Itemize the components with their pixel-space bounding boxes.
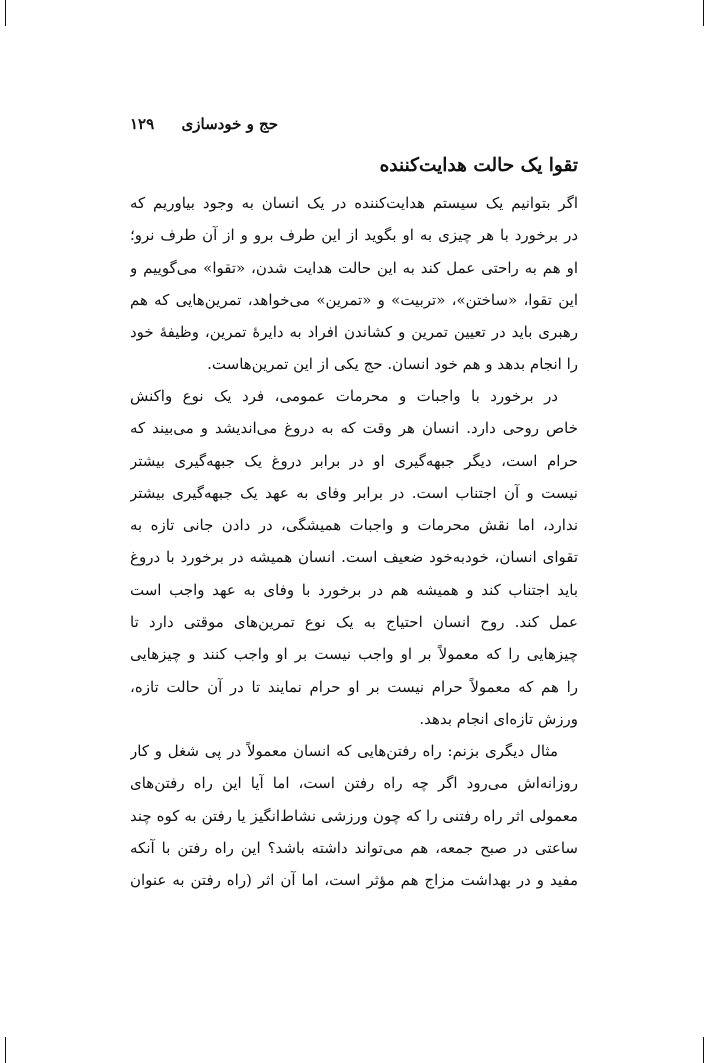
text-line: در برخورد با واجبات و محرمات عمومی، فرد یک نوع واکنش	[130, 387, 558, 405]
text-line: ورزش تازه‌ای انجام بدهد.	[419, 709, 578, 728]
text-line: ساعتی در صبح جمعه، هم می‌تواند داشته باشد؟ این راه رفتن با آنکه	[130, 838, 578, 857]
text-line: باید اجتناب کند و همیشه هم در برخورد با وفای به عهد واجب است	[130, 580, 578, 599]
text-line: او هم به راحتی عمل کند به این حالت هدایت شدن، «تقوا» می‌گوییم و	[130, 258, 578, 277]
section-heading: تقوا یک حالت هدایت‌کننده	[379, 155, 578, 176]
text-line: ندارد، اما نقش محرمات و واجبات همیشگی، در دادن جانی تازه به	[130, 516, 578, 535]
paragraph-2	[130, 380, 578, 735]
crop-mark-top-left-v	[5, 0, 6, 26]
crop-mark-bottom-left-v	[5, 1037, 6, 1063]
page-number: ۱۲۹	[130, 115, 155, 133]
text-line: معمولی اثر راه رفتنی را که چون ورزشی نشاط‌انگیز یا رفتن به کوه چند	[130, 806, 578, 825]
running-header-title: حج و خودسازی	[181, 115, 278, 133]
paragraph-3	[130, 735, 578, 896]
text-line: روزانه‌اش می‌رود اگر چه راه رفتن است، اما آیا این راه رفتن‌های	[130, 774, 578, 793]
crop-mark-top-right-v	[703, 0, 704, 26]
text-line: چیزهایی را که معمولاً بر او واجب نیست بر او واجب کنند و چیزهایی	[130, 645, 578, 664]
text-line: را هم که معمولاً حرام نیست بر او حرام نمایند تا در آن حالت تازه،	[130, 677, 578, 696]
text-line: اگر بتوانیم یک سیستم هدایت‌کننده در یک انسان به وجود بیاوریم که	[130, 194, 578, 212]
text-line: این تقوا، «ساختن»، «تربیت» و «تمرین» می‌خواهد، تمرین‌هایی که هم	[130, 290, 578, 309]
running-header	[130, 111, 278, 137]
text-line: مثال دیگری بزنم: راه رفتن‌هایی که انسان معمولاً در پی شغل و کار	[130, 742, 558, 760]
text-line: را انجام بدهد و هم خود انسان. حج یکی از این تمرین‌هاست.	[207, 355, 578, 374]
crop-mark-bottom-right-v	[703, 1037, 704, 1063]
text-line: مفید و در بهداشت مزاج هم مؤثر است، اما آن اثر (راه رفتن به عنوان	[130, 871, 578, 890]
text-line: نیست و آن اجتناب است. در برابر وفای به عهد یک جبهه‌گیری بیشتر	[130, 483, 578, 502]
text-line: خاص روحی دارد. انسان هر وقت که به دروغ می‌اندیشد و می‌بیند که	[130, 419, 578, 438]
text-line: حرام است، دیگر جبهه‌گیری او در برابر دروغ یک جبهه‌گیری بیشتر	[130, 451, 578, 470]
text-line: در برخورد با هر چیزی به او بگوید از این طرف برو و از آن طرف نرو؛	[130, 226, 578, 245]
text-line: تقوای انسان، خودبه‌خود ضعیف است. انسان همیشه در برخورد با دروغ	[130, 548, 578, 567]
paragraph-1	[130, 187, 578, 381]
text-line: عمل کند. روح انسان احتیاج به یک نوع تمرین‌های موقتی دارد تا	[130, 613, 578, 632]
text-line: رهبری باید در تعیین تمرین و کشاندن افراد به دایرهٔ تمرین، وظیفهٔ خود	[130, 323, 578, 342]
